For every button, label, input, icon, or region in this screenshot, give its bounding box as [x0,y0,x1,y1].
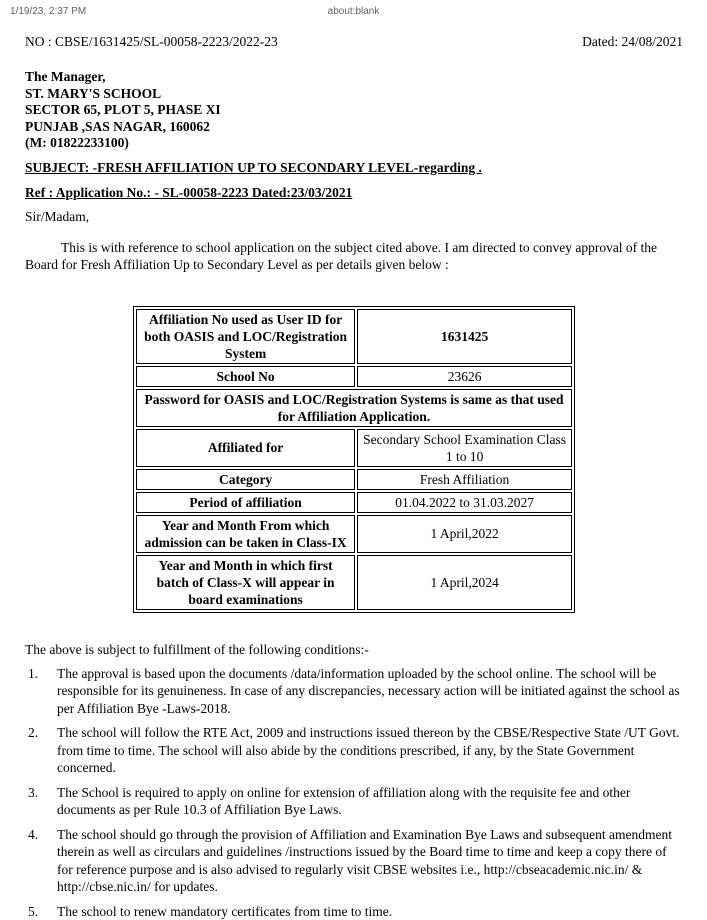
condition-number: 5. [25,903,57,920]
conditions-list [25,665,683,920]
affiliation-details-table [133,306,575,613]
condition-item-3 [25,784,683,819]
recipient-address [25,69,683,152]
condition-item-1 [25,665,683,718]
row-value: Secondary School Examination Class 1 to 10 [357,429,572,467]
table-row-affiliated-for [136,429,572,467]
table-row-category [136,469,572,490]
condition-number: 2. [25,724,57,777]
condition-number: 4. [25,826,57,896]
letter-date: Dated: 24/08/2021 [582,34,683,50]
row-value: 23626 [357,366,572,387]
salutation: Sir/Madam, [25,208,683,225]
row-label: School No [136,366,355,387]
condition-item-2 [25,724,683,777]
table-row-affiliation-no [136,309,572,364]
row-value: 1631425 [357,309,572,364]
recipient-line-1: The Manager, [25,69,683,86]
row-value: 1 April,2024 [357,555,572,610]
row-value: Fresh Affiliation [357,469,572,490]
condition-item-5 [25,903,683,920]
recipient-line-2: ST. MARY'S SCHOOL [25,86,683,103]
condition-text: The school to renew mandatory certificates from time to time. [57,903,683,920]
table-row-period [136,492,572,513]
conditions-intro: The above is subject to fulfillment of the following conditions:- [25,641,683,658]
table-row-school-no [136,366,572,387]
row-label: Affiliated for [136,429,355,467]
letter-body [0,34,707,920]
password-note: Password for OASIS and LOC/Registration Systems is same as that used for Affiliation Application. [136,389,572,427]
condition-text: The school will follow the RTE Act, 2009 and instructions issued thereon by the CBSE/Respective State /UT Govt. from time to time. The school will also abide by the conditions prescribed, if any, by the State Government concerned. [57,724,683,777]
letter-ref-row [25,34,683,50]
row-value: 1 April,2022 [357,515,572,553]
recipient-line-4: PUNJAB ,SAS NAGAR, 160062 [25,119,683,136]
recipient-line-5: (M: 01822233100) [25,135,683,152]
reference-line: Ref : Application No.: - SL-00058-2223 Dated:23/03/2021 [25,184,683,201]
letter-number: NO : CBSE/1631425/SL-00058-2223/2022-23 [25,34,278,50]
row-label: Affiliation No used as User ID for both OASIS and LOC/Registration System [136,309,355,364]
intro-paragraph: This is with reference to school application on the subject cited above. I am directed to convey approval of the Board for Fresh Affiliation Up to Secondary Level as per details given below : [25,239,683,273]
row-value: 01.04.2022 to 31.03.2027 [357,492,572,513]
condition-text: The School is required to apply on online for extension of affiliation along with the requisite fee and other documents as per Rule 10.3 of Affiliation Bye Laws. [57,784,683,819]
condition-number: 1. [25,665,57,718]
recipient-line-3: SECTOR 65, PLOT 5, PHASE XI [25,102,683,119]
row-label: Year and Month From which admission can be taken in Class-IX [136,515,355,553]
condition-text: The approval is based upon the documents /data/information uploaded by the school online. The school will be responsible for its genuineness. In case of any discrepancies, necessary action will be initiated against the school as per Affiliation Bye -Laws-2018. [57,665,683,718]
table-row-class9-admission [136,515,572,553]
print-timestamp: 1/19/23, 2:37 PM [10,6,239,17]
condition-item-4 [25,826,683,896]
table-row-password-note [136,389,572,427]
condition-number: 3. [25,784,57,819]
condition-text: The school should go through the provision of Affiliation and Examination Bye Laws and subsequent amendment therein as well as circulars and guidelines /instructions issued by the Board time to time and keep a copy there of for reference purpose and is also advised to regularly visit CBSE websites i.e., http://cbseacademic.nic.in/ & http://cbse.nic.in/ for updates. [57,826,683,896]
print-page-title: about:blank [239,6,468,17]
row-label: Period of affiliation [136,492,355,513]
print-header [0,0,707,17]
subject-line: SUBJECT: -FRESH AFFILIATION UP TO SECONDARY LEVEL-regarding . [25,159,683,176]
table-row-class10-first-batch [136,555,572,610]
row-label: Category [136,469,355,490]
row-label: Year and Month in which first batch of Class-X will appear in board examinations [136,555,355,610]
